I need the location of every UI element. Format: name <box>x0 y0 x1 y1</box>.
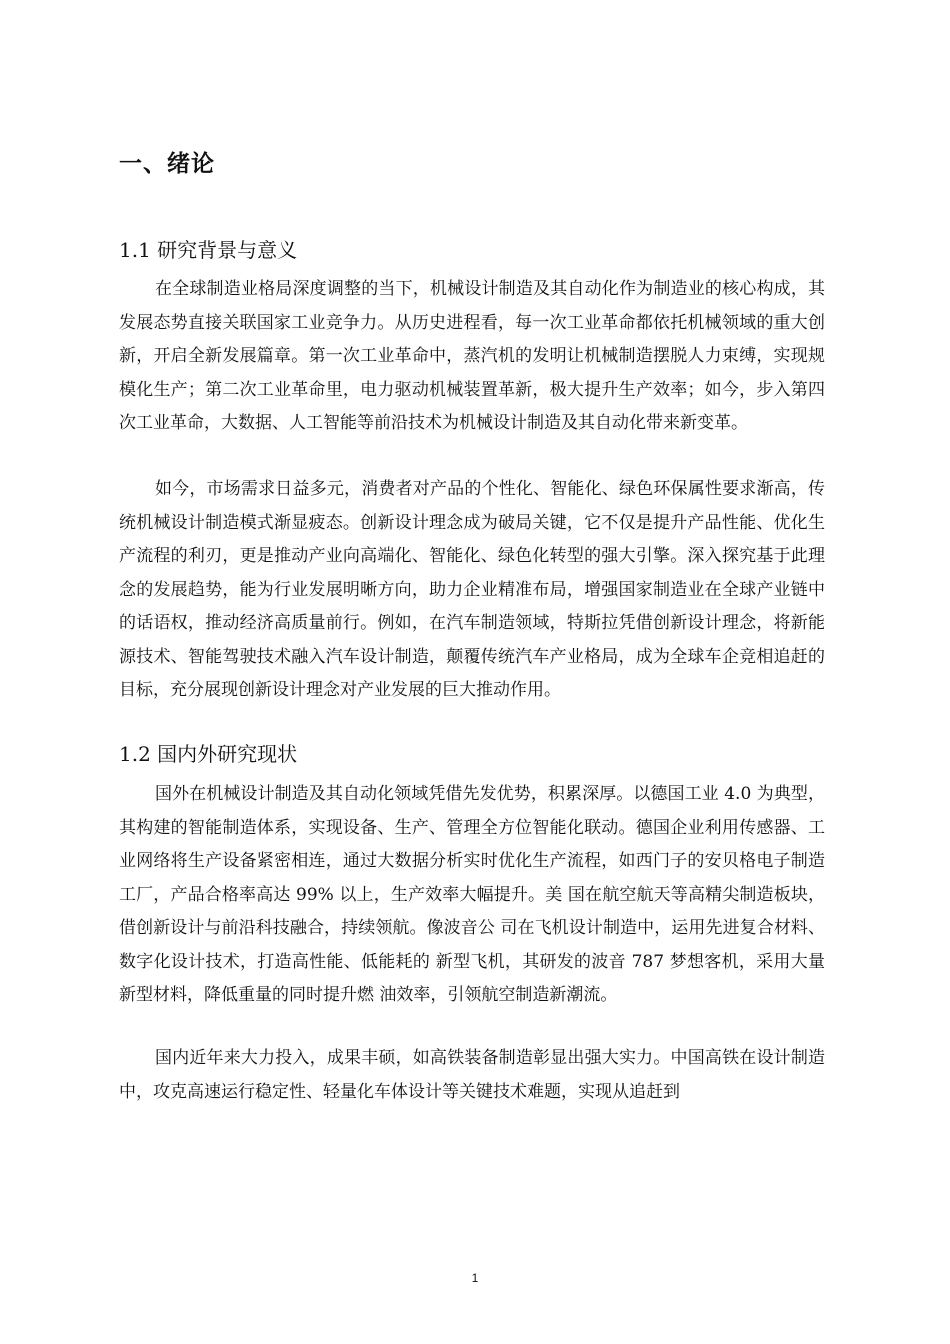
paragraph: 在全球制造业格局深度调整的当下，机械设计制造及其自动化作为制造业的核心构成，其发展态势直接关联国家工业竞争力。从历史进程看，每一次工业革命都依托机械领域的重大创新，开启全新发展篇章。第一次工业革命中，蒸汽机的发明让机械制造摆脱人力束缚，实现规模化生产；第二次工业革命里，电力驱动机械装置革新，极大提升生产效率；如今，步入第四次工业革命，大数据、人工智能等前沿技术为机械设计制造及其自动化带来新变革。 <box>119 279 825 433</box>
section-title: 国内外研究现状 <box>157 742 298 766</box>
section-title: 研究背景与意义 <box>157 238 298 262</box>
paragraph: 国外在机械设计制造及其自动化领域凭借先发优势，积累深厚。以德国工业 4.0 为典型，其构建的智能制造体系，实现设备、生产、管理全方位智能化联动。德国企业利用传感器、工业网络将生产设备紧密相连，通过大数据分析实时优化生产流程，如西门子的安贝格电子制造工厂，产品合格率高达 99% 以上，生产效率大幅提升。美 国在航空航天等高精尖制造板块，借创新设计与前沿科技融合，持续领航。像波音公 司在飞机设计制造中，运用先进复合材料、数字化设计技术，打造高性能、低能耗的 新型飞机，其研发的波音 787 梦想客机，采用大量新型材料，降低重量的同时提升燃 油效率，引领航空制造新潮流。 <box>119 784 825 1005</box>
section-number: 1.2 <box>119 742 151 766</box>
paragraph: 国内近年来大力投入，成果丰硕，如高铁装备制造彰显出强大实力。中国高铁在设计制造中，攻克高速运行稳定性、轻量化车体设计等关键技术难题，实现从追赶到 <box>119 1048 825 1102</box>
paragraph: 如今，市场需求日益多元，消费者对产品的个性化、智能化、绿色环保属性要求渐高，传统机械设计制造模式渐显疲态。创新设计理念成为破局关键，它不仅是提升产品性能、优化生产流程的利刃，更是推动产业向高端化、智能化、绿色化转型的强大引擎。深入探究基于此理念的发展趋势，能为行业发展明晰方向，助力企业精准布局，增强国家制造业在全球产业链中的话语权，推动经济高质量前行。例如，在汽车制造领域，特斯拉凭借创新设计理念，将新能源技术、智能驾驶技术融入汽车设计制造，颠覆传统汽车产业格局，成为全球车企竞相追赶的目标，充分展现创新设计理念对产业发展的巨大推动作用。 <box>119 479 825 700</box>
page-number: 1 <box>471 1271 479 1285</box>
chapter-title: 一、绪论 <box>119 151 215 177</box>
section-number: 1.1 <box>119 238 151 262</box>
section-heading-1-2 <box>119 738 297 767</box>
section-heading-1-1 <box>119 234 297 263</box>
